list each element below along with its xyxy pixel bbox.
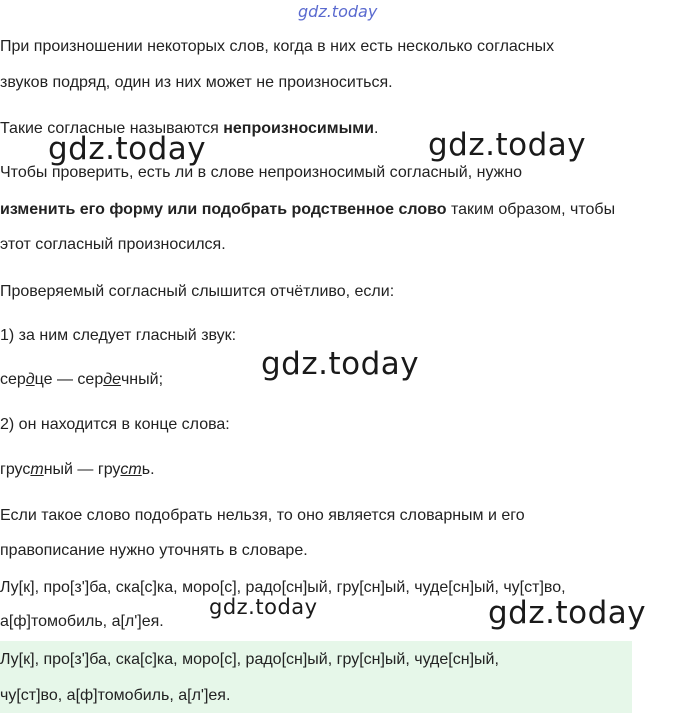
example-part: грус: [0, 461, 31, 478]
rule-intro: Проверяемый согласный слышится отчётливо, если:: [0, 283, 395, 300]
watermark: gdz.today: [209, 595, 318, 619]
rule-2-example: [0, 460, 155, 480]
transcription-line-1: Лу[к], про[з']ба, ска[с]ка, моро[с], радо[сн]ый, гру[сн]ый, чуде[сн]ый, чу[ст]во,: [0, 579, 566, 596]
check-line-2-rest: таким образом, чтобы: [446, 201, 616, 218]
example-highlight: ст: [120, 461, 142, 478]
definition-prefix: Такие согласные называются: [0, 120, 224, 137]
watermark: gdz.today: [261, 346, 420, 382]
watermark: gdz.today: [48, 131, 207, 167]
example-part: ь.: [141, 461, 155, 478]
intro-line-2: звуков подряд, один из них может не произноситься.: [0, 74, 393, 91]
example-part: ный — гру: [43, 461, 121, 478]
example-part: це — сер: [34, 371, 104, 388]
example-part: сер: [0, 371, 26, 388]
answer-line-2: чу[ст]во, а[ф]томобиль, а[л']ея.: [0, 687, 231, 704]
check-line-3: этот согласный произносился.: [0, 236, 226, 253]
watermark: gdz.today: [488, 595, 647, 631]
transcription-line-2: а[ф]томобиль, а[л']ея.: [0, 613, 164, 630]
watermark-top: gdz.today: [298, 2, 378, 21]
definition-term: непроизносимыми: [223, 120, 374, 137]
definition-suffix: .: [373, 120, 379, 137]
example-highlight: т: [30, 461, 44, 478]
example-highlight: д: [25, 371, 35, 388]
check-bold-phrase: изменить его форму или подобрать родственное слово: [0, 201, 447, 218]
rule-1-example: [0, 370, 163, 390]
watermark: gdz.today: [428, 127, 587, 163]
rule-2-text: 2) он находится в конце слова:: [0, 416, 230, 433]
intro-line-1: При произношении некоторых слов, когда в них есть несколько согласных: [0, 38, 555, 55]
check-line-2: [0, 200, 615, 220]
example-part: чный;: [120, 371, 164, 388]
dict-line-2: правописание нужно уточнять в словаре.: [0, 542, 308, 559]
answer-line-1: Лу[к], про[з']ба, ска[с]ка, моро[с], радо[сн]ый, гру[сн]ый, чуде[сн]ый,: [0, 651, 499, 668]
check-line-1: Чтобы проверить, есть ли в слове непроизносимый согласный, нужно: [0, 164, 523, 181]
rule-1-text: 1) за ним следует гласный звук:: [0, 327, 237, 344]
dict-line-1: Если такое слово подобрать нельзя, то оно является словарным и его: [0, 507, 525, 524]
example-highlight: де: [103, 371, 121, 388]
